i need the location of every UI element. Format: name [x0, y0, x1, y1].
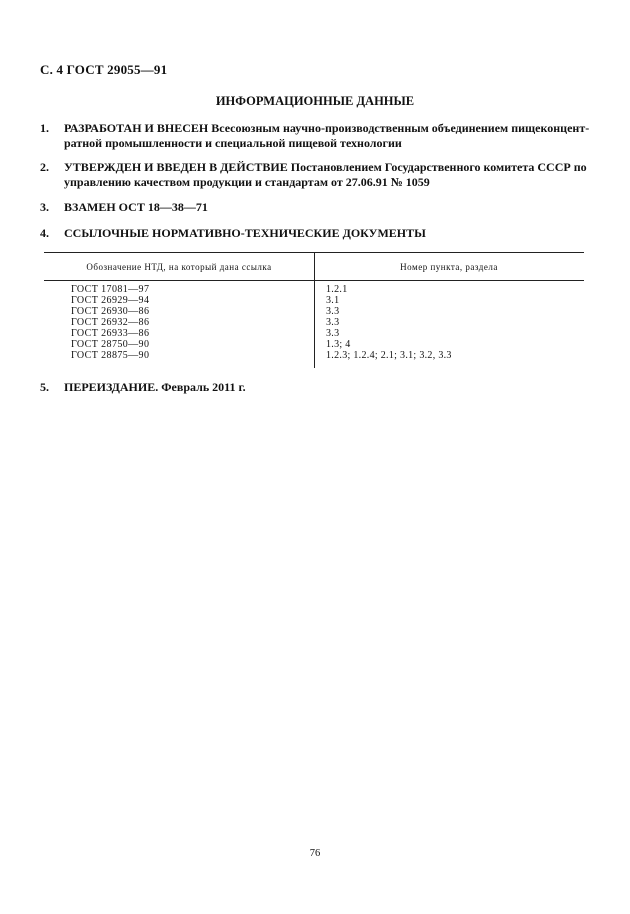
item-number: 3. — [40, 200, 49, 214]
item-number: 5. — [40, 380, 49, 394]
table-header-clause: Номер пункта, раздела — [400, 262, 498, 272]
clause-cell: 1.2.3; 1.2.4; 2.1; 3.1; 3.2, 3.3 — [326, 350, 452, 361]
document-cell: ГОСТ 26929—94 — [71, 295, 150, 306]
document-cell: ГОСТ 28750—90 — [71, 339, 150, 350]
clause-cell: 1.3; 4 — [326, 339, 351, 350]
document-cell: ГОСТ 26930—86 — [71, 306, 150, 317]
item-number: 2. — [40, 160, 49, 174]
item-body: Постановлением Государственного комитета СССР по управлению качеством продукции и стандартам от 27.06.91 № 1059 — [64, 160, 587, 189]
table-body — [44, 284, 584, 361]
info-item-3 — [40, 200, 595, 215]
document-cell: ГОСТ 28875—90 — [71, 350, 150, 361]
info-item-1 — [40, 121, 595, 151]
section-title: ИНФОРМАЦИОННЫЕ ДАННЫЕ — [215, 94, 415, 108]
info-item-2 — [40, 160, 595, 190]
document-cell: ГОСТ 26933—86 — [71, 328, 150, 339]
table-row — [44, 339, 584, 350]
table-row — [44, 350, 584, 361]
item-lead: РАЗРАБОТАН И ВНЕСЕН — [64, 121, 209, 135]
item-lead: ПЕРЕИЗДАНИЕ. Февраль 2011 г. — [64, 380, 246, 394]
info-item-5 — [40, 380, 595, 395]
table-row — [44, 317, 584, 328]
clause-cell: 3.3 — [326, 317, 340, 328]
item-lead: ССЫЛОЧНЫЕ НОРМАТИВНО-ТЕХНИЧЕСКИЕ ДОКУМЕНТЫ — [64, 226, 426, 240]
page-number: 76 — [309, 848, 321, 859]
item-body: Всесоюзным научно-производственным объединением пищеконцент-ратной промышленности и специальной пищевой технологии — [64, 121, 590, 150]
document-cell: ГОСТ 26932—86 — [71, 317, 150, 328]
item-number: 1. — [40, 121, 49, 135]
document-cell: ГОСТ 17081—97 — [71, 284, 150, 295]
info-item-4 — [40, 226, 595, 241]
clause-cell: 1.2.1 — [326, 284, 348, 295]
reference-documents-table — [44, 252, 584, 368]
clause-cell: 3.1 — [326, 295, 340, 306]
table-row — [44, 328, 584, 339]
table-row — [44, 306, 584, 317]
item-lead: ВЗАМЕН ОСТ 18—38—71 — [64, 200, 208, 214]
item-number: 4. — [40, 226, 49, 240]
clause-cell: 3.3 — [326, 328, 340, 339]
document-header: С. 4 ГОСТ 29055—91 — [40, 62, 168, 77]
clause-cell: 3.3 — [326, 306, 340, 317]
table-header-document: Обозначение НТД, на который дана ссылка — [86, 262, 272, 272]
table-row — [44, 284, 584, 295]
table-row — [44, 295, 584, 306]
item-lead: УТВЕРЖДЕН И ВВЕДЕН В ДЕЙСТВИЕ — [64, 160, 288, 174]
